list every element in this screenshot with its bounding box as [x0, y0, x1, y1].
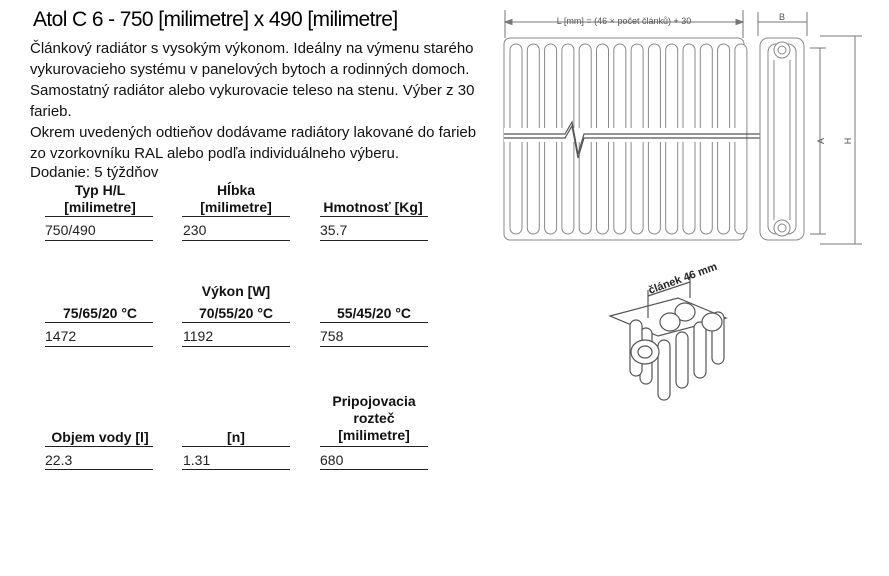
radiator-section-isometric [610, 274, 726, 400]
radiator-front-view [504, 38, 770, 240]
value-underline [320, 469, 428, 470]
description-paragraph-2: Okrem uvedených odtieňov dodávame radiátory lakované do farieb zo vzorkovníku RAL alebo podľa individuálneho výberu. [30, 124, 477, 162]
height-label-h: H [843, 137, 853, 145]
value-underline [320, 240, 428, 241]
value-power-55: 758 [320, 328, 344, 344]
value-underline [45, 346, 153, 347]
col-header-power-70: 70/55/20 °C [198, 305, 274, 321]
header-underline [182, 446, 290, 447]
value-type: 750/490 [45, 222, 96, 238]
col-header-power-55: 55/45/20 °C [336, 305, 412, 321]
header-underline [45, 216, 153, 217]
col-header-connection-spacing: Pripojovacia rozteč [milimetre] [332, 393, 416, 443]
power-group-title: Výkon [W] [201, 283, 271, 299]
value-weight: 35.7 [320, 222, 348, 238]
depth-label: B [778, 12, 786, 22]
value-underline [182, 346, 290, 347]
value-depth: 230 [183, 222, 207, 238]
width-formula-label: L [mm] = (46 × počet článků) + 30 [556, 16, 692, 26]
header-underline [320, 446, 428, 447]
col-header-power-75: 75/65/20 °C [62, 305, 138, 321]
value-underline [45, 469, 153, 470]
col-header-n: [n] [227, 429, 245, 445]
radiator-side-view [760, 38, 804, 240]
col-header-depth: Hĺbka [milimetre] [200, 182, 272, 215]
product-description [30, 38, 495, 164]
value-water-volume: 22.3 [45, 452, 73, 468]
value-underline [320, 346, 428, 347]
delivery-time: Dodanie: 5 týždňov [30, 164, 159, 181]
col-header-type: Typ H/L [milimetre] [64, 182, 136, 215]
description-paragraph-1: Článkový radiátor s vysokým výkonom. Ideálny na výmenu starého vykurovacieho systému v panelových bytoch a rodinných domoch. Samostatný radiátor alebo vykurovacie teleso na stenu. Výber z 30 farieb. [30, 40, 475, 120]
product-title: Atol C 6 - 750 [milimetre] x 490 [milimetre] [33, 8, 398, 31]
header-underline [320, 322, 428, 323]
value-underline [45, 240, 153, 241]
header-underline [182, 216, 290, 217]
value-connection-spacing: 680 [320, 452, 344, 468]
header-underline [45, 322, 153, 323]
col-header-water-volume: Objem vody [l] [51, 429, 149, 445]
value-underline [182, 469, 290, 470]
section-width-label: článek 46 mm [646, 260, 719, 297]
value-underline [182, 240, 290, 241]
header-underline [320, 216, 428, 217]
value-power-75: 1472 [45, 328, 77, 344]
height-label-a: A [816, 137, 826, 145]
header-underline [182, 322, 290, 323]
value-n: 1.31 [183, 452, 211, 468]
value-power-70: 1192 [183, 328, 214, 344]
header-underline [45, 446, 153, 447]
col-header-weight: Hmotnosť [Kg] [323, 199, 423, 215]
radiator-technical-drawing [490, 0, 889, 420]
